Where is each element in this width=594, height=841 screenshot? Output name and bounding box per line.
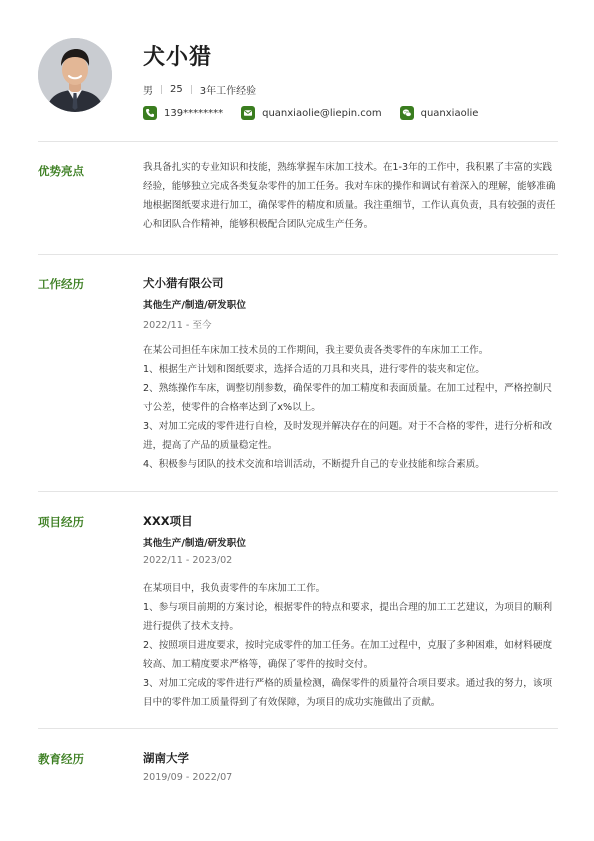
contact-row [143, 106, 496, 120]
work-line: 在某公司担任车床加工技术员的工作期间，我主要负责各类零件的车床加工工作。 [143, 345, 489, 356]
project-content [143, 513, 557, 712]
mail-icon [241, 106, 255, 120]
meta-divider [161, 85, 162, 94]
gender: 男 [143, 86, 153, 97]
advantages-content [143, 158, 557, 234]
work-date: 2022/11 - 至今 [143, 320, 212, 331]
section-divider [38, 141, 558, 142]
wechat-icon [400, 106, 414, 120]
project-role: 其他生产/制造/研发职位 [143, 538, 246, 549]
job-role: 其他生产/制造/研发职位 [143, 300, 246, 311]
phone-icon [143, 106, 157, 120]
education-content [143, 750, 557, 796]
school-name: 湖南大学 [143, 751, 189, 765]
age: 25 [170, 84, 183, 95]
work-line: 2、熟练操作车床，调整切削参数，确保零件的加工精度和表面质量。在加工过程中，严格控制尺寸公差，使零件的合格率达到了x%以上。 [143, 383, 553, 413]
meta-divider [191, 85, 192, 94]
contact-email [241, 106, 382, 120]
project-date: 2022/11 - 2023/02 [143, 555, 233, 566]
section-title-education: 教育经历 [38, 752, 84, 766]
project-line: 1、参与项目前期的方案讨论，根据零件的特点和要求，提出合理的加工工艺建议，为项目的顺利进行提供了技术支持。 [143, 602, 553, 632]
work-line: 1、根据生产计划和图纸要求，选择合适的刀具和夹具，进行零件的装夹和定位。 [143, 364, 485, 375]
email-address: quanxiaolie@liepin.com [262, 107, 382, 119]
wechat-id: quanxiaolie [420, 107, 479, 119]
section-title-work: 工作经历 [38, 277, 84, 291]
avatar [38, 38, 112, 112]
company-name: 犬小猎有限公司 [143, 276, 224, 290]
avatar-photo [38, 38, 112, 112]
contact-wechat [400, 106, 479, 120]
project-name: XXX项目 [143, 514, 193, 528]
section-divider [38, 491, 558, 492]
section-title-advantages: 优势亮点 [38, 164, 84, 178]
work-line: 3、对加工完成的零件进行自检，及时发现并解决存在的问题。对于不合格的零件，进行分析和改进，提高了产品的质量稳定性。 [143, 421, 553, 451]
phone-number: 139******** [164, 107, 224, 119]
candidate-name: 犬小猎 [143, 45, 213, 70]
work-line: 4、积极参与团队的技术交流和培训活动，不断提升自己的专业技能和综合素质。 [143, 459, 485, 470]
project-line: 2、按照项目进度要求，按时完成零件的加工任务。在加工过程中，克服了多种困难，如材料硬度较高、加工精度要求严格等，确保了零件的按时交付。 [143, 640, 553, 670]
project-line: 在某项目中，我负责零件的车床加工工作。 [143, 583, 326, 594]
advantages-text: 我具备扎实的专业知识和技能，熟练掌握车床加工技术。在1-3年的工作中，我积累了丰富的实践经验，能够独立完成各类复杂零件的加工任务。我对车床的操作和调试有着深入的理解，能够准确地根据图纸要求进行加工，确保零件的精度和质量。我注重细节，工作认真负责，具有较强的责任心和团队合作精神，能够积极配合团队完成生产任务。 [143, 162, 556, 230]
contact-phone [143, 106, 223, 120]
education-date: 2019/09 - 2022/07 [143, 772, 233, 783]
candidate-meta [143, 82, 256, 97]
project-line: 3、对加工完成的零件进行严格的质量检测，确保零件的质量符合项目要求。通过我的努力，该项目中的零件加工质量得到了有效保障，为项目的成功实施做出了贡献。 [143, 678, 553, 708]
section-divider [38, 254, 558, 255]
section-title-project: 项目经历 [38, 515, 84, 529]
work-content [143, 275, 557, 474]
section-divider [38, 728, 558, 729]
experience-years: 3年工作经验 [199, 86, 257, 97]
